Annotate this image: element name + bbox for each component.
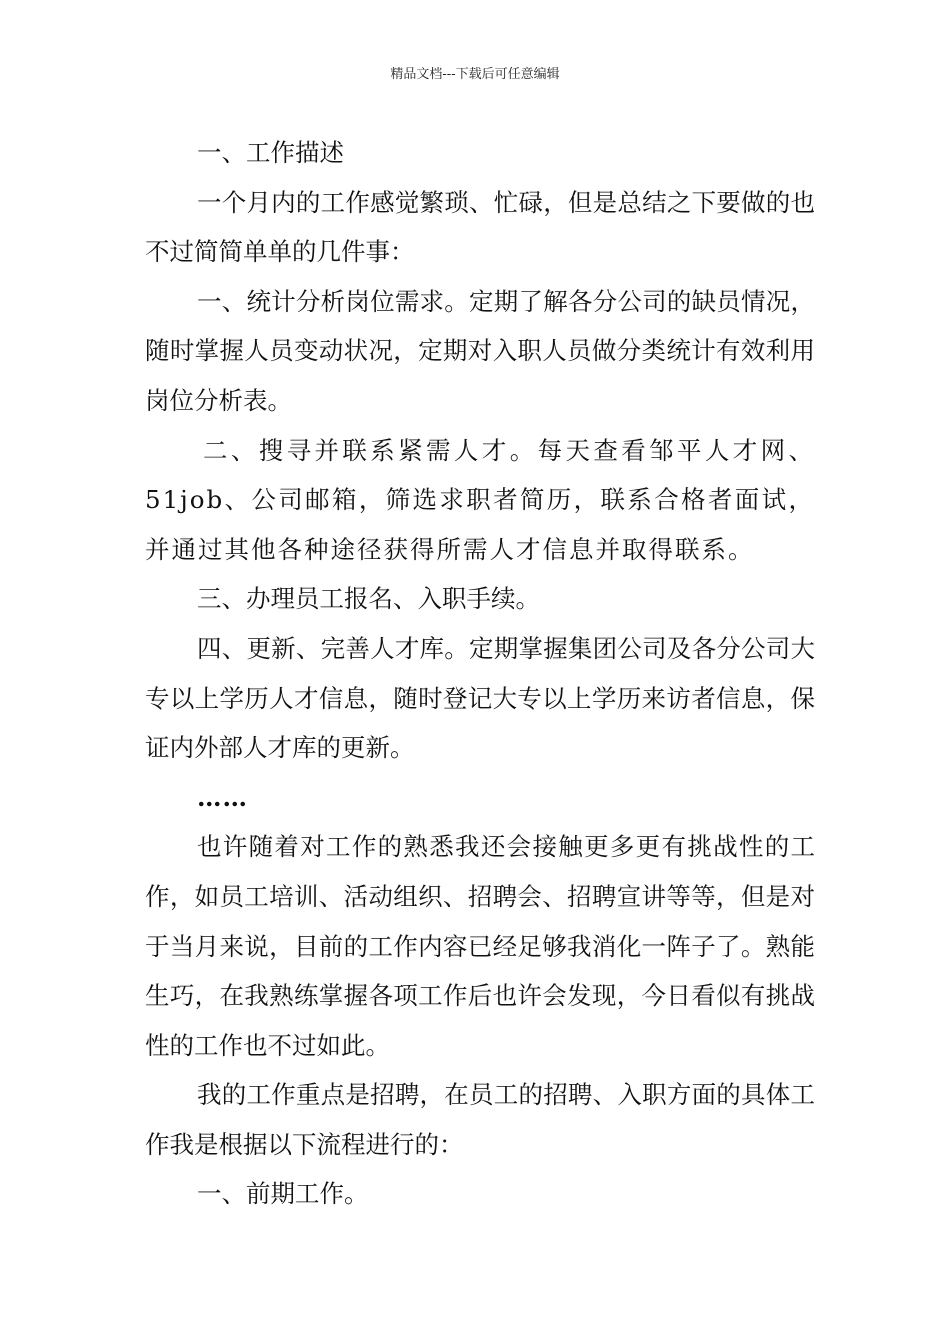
document-body bbox=[145, 128, 815, 1219]
paragraph-item-3: 三、办理员工报名、入职手续。 bbox=[197, 584, 540, 614]
paragraph-focus: 我的工作重点是招聘，在员工的招聘、入职方面的具体工作我是根据以下流程进行的： bbox=[145, 1080, 815, 1159]
paragraph-intro: 一个月内的工作感觉繁琐、忙碌，但是总结之下要做的也不过简简单单的几件事： bbox=[145, 187, 815, 267]
section-heading: 一、工作描述 bbox=[197, 138, 344, 167]
paragraph-step-1: 一、前期工作。 bbox=[197, 1179, 369, 1209]
paragraph-item-4: 四、更新、完善人才库。定期掌握集团公司及各分公司大专以上学历人才信息，随时登记大专以上学历来访者信息，保证内外部人才库的更新。 bbox=[145, 633, 815, 763]
paragraph-item-1: 一、统计分析岗位需求。定期了解各分公司的缺员情况，随时掌握人员变动状况，定期对入职人员做分类统计有效利用岗位分析表。 bbox=[145, 286, 815, 415]
paragraph-outlook: 也许随着对工作的熟悉我还会接触更多更有挑战性的工作，如员工培训、活动组织、招聘会、招聘宣讲等等，但是对于当月来说，目前的工作内容已经足够我消化一阵子了。熟能生巧，在我熟练掌握各项工作后也许会发现，今日看似有挑战性的工作也不过如此。 bbox=[145, 832, 815, 1060]
ellipsis-line: …… bbox=[197, 782, 248, 812]
page-header: 精品文档---下载后可任意编辑 bbox=[390, 67, 560, 82]
paragraph-item-2: 二、搜寻并联系紧需人才。每天查看邹平人才网、51job、公司邮箱，筛选求职者简历，联系合格者面试，并通过其他各种途径获得所需人才信息并取得联系。 bbox=[145, 435, 815, 564]
